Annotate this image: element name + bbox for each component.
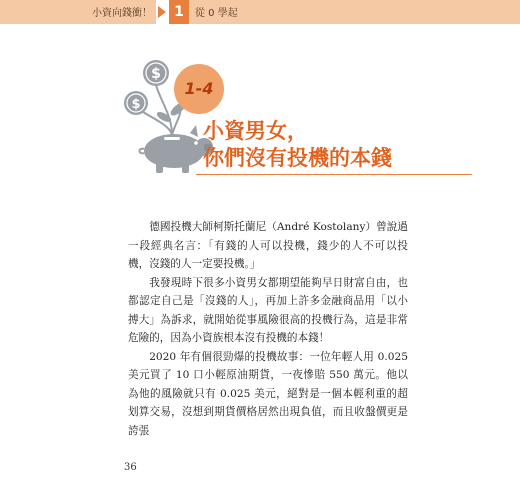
section-number-badge: 1-4 xyxy=(174,64,224,114)
section-title xyxy=(203,118,443,172)
section-title-line2: 你們沒有投機的本錢 xyxy=(203,146,392,170)
svg-text:$: $ xyxy=(151,66,161,82)
dollar-coin-icon xyxy=(124,91,148,115)
title-underline xyxy=(196,174,472,175)
book-title-bar xyxy=(0,0,156,24)
section-title-line1: 小資男女， xyxy=(203,119,308,143)
chapter-title-bar xyxy=(189,0,520,24)
page-header xyxy=(0,0,520,24)
dollar-coin-icon xyxy=(143,60,169,86)
piggy-bank-icon xyxy=(140,125,214,173)
paragraph: 德國投機大師柯斯托蘭尼（André Kostolany）曾說過一段經典名言：「有錢的人可以投機，錢少的人不可以投機，沒錢的人一定要投機。」 xyxy=(128,221,408,270)
book-title: 小資向錢衝！ xyxy=(92,8,152,19)
paragraph: 我發現時下很多小資男女都期望能夠早日財富自由，也都認定自己是「沒錢的人」，再加上許多金融商品用「以小搏大」為訴求，就開始從事風險很高的投機行為，這是非常危險的，因為小資族根本沒有投機的本錢！ xyxy=(128,276,408,344)
arrow-icon xyxy=(158,6,166,18)
chapter-number: 1 xyxy=(169,0,189,24)
paragraph: 2020 年有個很勁爆的投機故事：一位年輕人用 0.025 美元買了 10 口小輕原油期貨，一夜慘賠 550 萬元。他以為他的風險就只有 0.025 美元，絕對是一個本輕利重的超划算交易，沒想到期貨價格居然出現負值，而且收盤價更是誇張 xyxy=(128,350,408,437)
page-number: 36 xyxy=(124,462,137,473)
chapter-title: 從 0 學起 xyxy=(195,8,238,19)
svg-text:$: $ xyxy=(131,97,141,112)
body-text xyxy=(128,218,408,440)
